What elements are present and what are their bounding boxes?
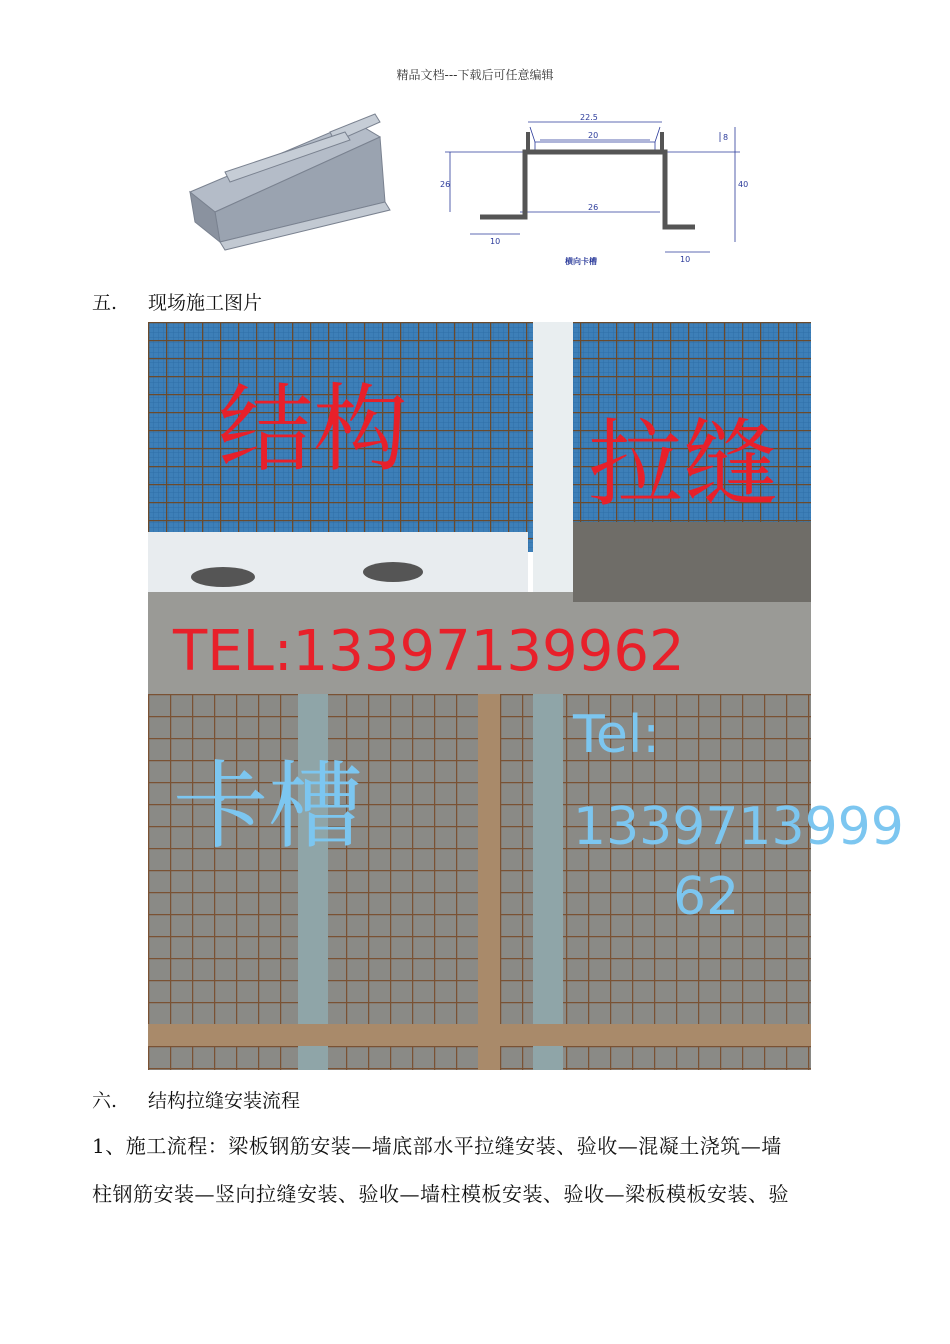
photo2-label-top: 卡槽 <box>173 752 364 862</box>
cross-section-drawing <box>440 112 750 272</box>
section6-number: 六. <box>92 1090 118 1112</box>
section6-heading <box>92 1086 300 1113</box>
dim-lip: 8 <box>723 133 729 142</box>
photo2-tel-line2: 62 <box>673 867 740 927</box>
site-photo-slot <box>148 694 904 1070</box>
photo1-label-left: 结构 <box>218 375 409 485</box>
dim-bottom: 26 <box>588 203 599 212</box>
profile-figure <box>180 112 750 272</box>
section6-title: 结构拉缝安装流程 <box>148 1090 301 1112</box>
profile-caption: 横向卡槽 <box>565 257 597 266</box>
page-header: 精品文档---下载后可任意编辑 <box>396 68 554 82</box>
photo1-label-right: 拉缝 <box>588 410 779 520</box>
dim-depth-left: 26 <box>440 180 451 189</box>
section5-heading <box>92 288 262 315</box>
photo2-tel-label: Tel: <box>573 705 660 765</box>
body-paragraph <box>92 1122 862 1218</box>
section5-title: 现场施工图片 <box>148 292 263 314</box>
isometric-profile-image <box>180 112 410 272</box>
photo2-tel-line1: 1339713999 <box>573 797 904 857</box>
photo1-tel: TEL:13397139962 <box>173 619 685 684</box>
dim-top-outer: 22.5 <box>580 113 598 122</box>
body-line-1: 1、施工流程：梁板钢筋安装—墙底部水平拉缝安装、验收—混凝土浇筑—墙 <box>92 1134 782 1158</box>
dim-flange-right: 10 <box>680 255 691 264</box>
dim-height: 40 <box>738 180 749 189</box>
section5-number: 五. <box>92 292 118 314</box>
dim-top-inner: 20 <box>588 131 599 140</box>
dim-flange-left: 10 <box>490 237 501 246</box>
body-line-2: 柱钢筋安装—竖向拉缝安装、验收—墙柱模板安装、验收—梁板模板安装、验 <box>92 1182 789 1206</box>
site-photo-structure-seam <box>148 322 811 694</box>
